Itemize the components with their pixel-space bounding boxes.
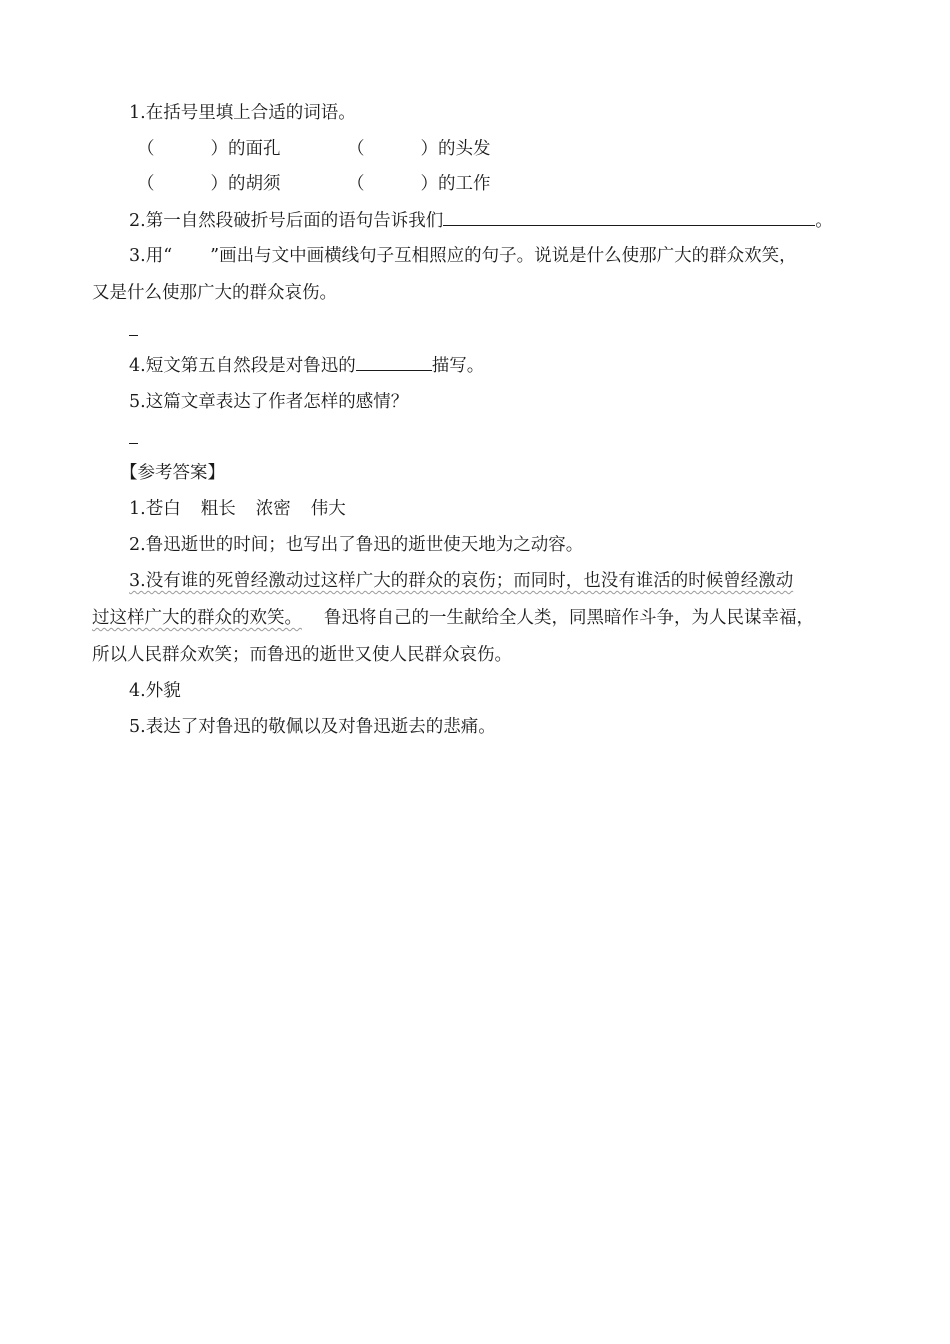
q1-title: 1.在括号里填上合适的词语。 (129, 103, 356, 123)
answer-5: 5.表达了对鲁迅的敬佩以及对鲁迅逝去的悲痛。 (129, 717, 496, 737)
q3-answer-blank[interactable] (129, 335, 138, 336)
q1-item-4: （ ）的工作 (347, 174, 491, 194)
wavy-line-sample (172, 243, 210, 269)
answer-1: 1.苍白 粗长 浓密 伟大 (129, 499, 346, 519)
q5: 5.这篇文章表达了作者怎样的感情？ (129, 392, 409, 412)
answer-1-word: 浓密 (255, 499, 291, 519)
q1-item-2: （ ）的头发 (347, 139, 491, 159)
q3-line-1: 3.用“ ”画出与文中画横线句子互相照应的句子。说说是什么使那广大的群众欢笑， (129, 243, 919, 269)
answer-1-word: 粗长 (200, 499, 236, 519)
q4: 4.短文第五自然段是对鲁迅的 描写。 (129, 352, 919, 379)
answers-heading: 【参考答案】 (120, 463, 225, 483)
answer-3-line-3: 所以人民群众欢笑；而鲁迅的逝世又使人民群众哀伤。 (92, 645, 512, 665)
answer-3-line-2: 过这样广大的群众的欢笑。 鲁迅将自己的一生献给全人类，同黑暗作斗争，为人民谋幸福， (92, 608, 814, 628)
q2-answer-blank[interactable] (443, 207, 815, 226)
answer-1-word: 苍白 (145, 499, 181, 519)
q3-line-2: 又是什么使那广大的群众哀伤。 (92, 283, 337, 303)
answer-2: 2.鲁迅逝世的时间；也写出了鲁迅的逝世使天地为之动容。 (129, 535, 584, 555)
q4-answer-blank[interactable] (356, 352, 432, 371)
answer-4: 4.外貌 (129, 681, 181, 701)
q5-answer-blank[interactable] (129, 443, 138, 444)
answer-1-word: 伟大 (310, 499, 346, 519)
q1-item-3: （ ）的胡须 (137, 174, 281, 194)
answer-3-line-1: 3.没有谁的死曾经激动过这样广大的群众的哀伤；而同时，也没有谁活的时候曾经激动 (129, 571, 794, 591)
q1-item-1: （ ）的面孔 (137, 139, 281, 159)
q2: 2.第一自然段破折号后面的语句告诉我们 。 (129, 207, 919, 234)
